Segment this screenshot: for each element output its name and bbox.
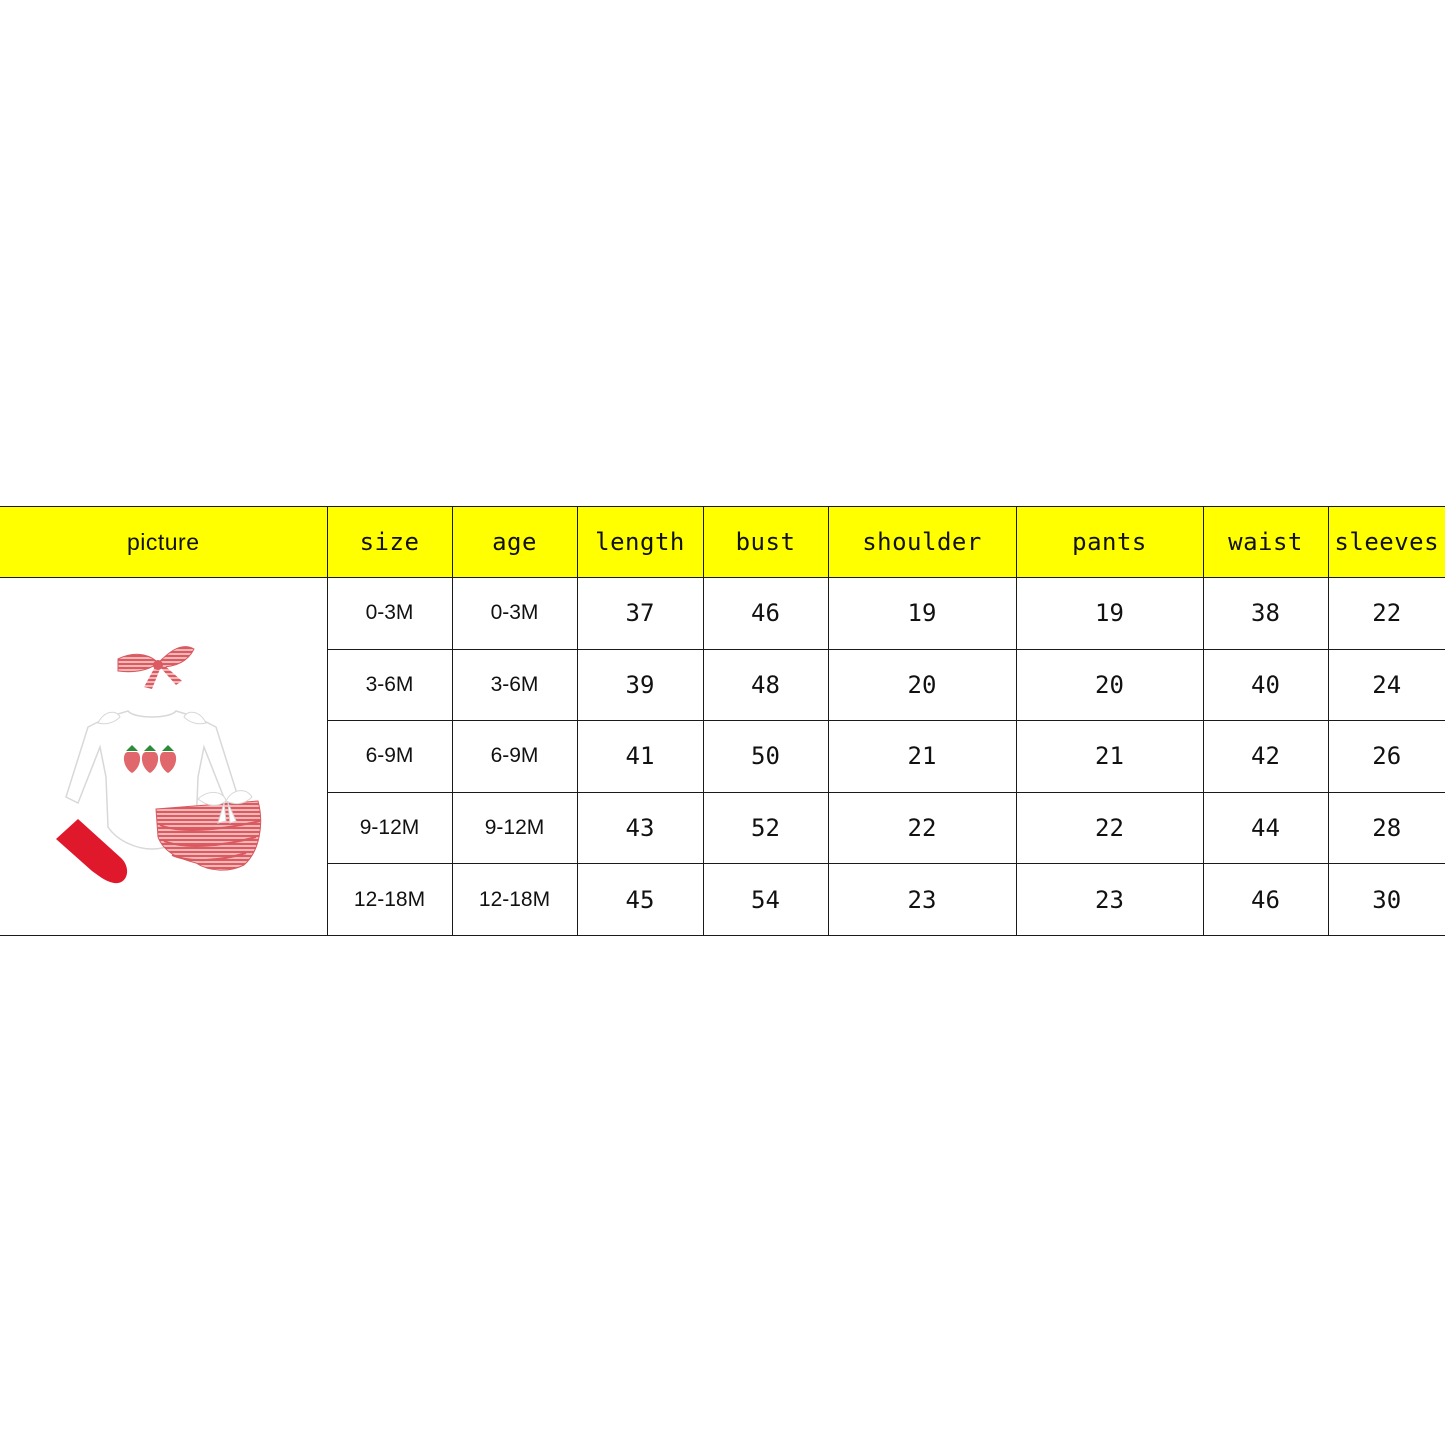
cell-size: 6-9M <box>327 721 452 793</box>
cell-waist: 38 <box>1203 578 1328 650</box>
header-sleeves: sleeves <box>1328 507 1445 578</box>
cell-pants: 22 <box>1016 792 1203 864</box>
cell-pants: 19 <box>1016 578 1203 650</box>
cell-length: 43 <box>577 792 703 864</box>
baby-outfit-set-icon <box>48 627 278 887</box>
cell-bust: 46 <box>703 578 828 650</box>
cell-bust: 50 <box>703 721 828 793</box>
header-size: size <box>327 507 452 578</box>
cell-waist: 46 <box>1203 864 1328 936</box>
cell-sleeves: 30 <box>1328 864 1445 936</box>
cell-sleeves: 28 <box>1328 792 1445 864</box>
cell-length: 39 <box>577 649 703 721</box>
cell-waist: 42 <box>1203 721 1328 793</box>
cell-pants: 21 <box>1016 721 1203 793</box>
header-bust: bust <box>703 507 828 578</box>
cell-pants: 20 <box>1016 649 1203 721</box>
cell-shoulder: 21 <box>828 721 1016 793</box>
cell-sleeves: 22 <box>1328 578 1445 650</box>
cell-waist: 40 <box>1203 649 1328 721</box>
header-shoulder: shoulder <box>828 507 1016 578</box>
cell-age: 12-18M <box>452 864 577 936</box>
cell-age: 3-6M <box>452 649 577 721</box>
cell-length: 37 <box>577 578 703 650</box>
product-picture-cell <box>0 578 327 936</box>
cell-age: 6-9M <box>452 721 577 793</box>
cell-length: 45 <box>577 864 703 936</box>
header-picture: picture <box>0 507 327 578</box>
cell-sleeves: 26 <box>1328 721 1445 793</box>
cell-length: 41 <box>577 721 703 793</box>
headband-bow-icon <box>118 646 194 688</box>
cell-bust: 54 <box>703 864 828 936</box>
header-length: length <box>577 507 703 578</box>
header-row <box>0 507 1445 578</box>
cell-sleeves: 24 <box>1328 649 1445 721</box>
cell-size: 9-12M <box>327 792 452 864</box>
cell-shoulder: 19 <box>828 578 1016 650</box>
cell-age: 9-12M <box>452 792 577 864</box>
header-waist: waist <box>1203 507 1328 578</box>
cell-pants: 23 <box>1016 864 1203 936</box>
cell-size: 3-6M <box>327 649 452 721</box>
cell-bust: 48 <box>703 649 828 721</box>
cell-waist: 44 <box>1203 792 1328 864</box>
cell-shoulder: 23 <box>828 864 1016 936</box>
header-age: age <box>452 507 577 578</box>
table-row <box>0 578 1445 650</box>
cell-bust: 52 <box>703 792 828 864</box>
cell-age: 0-3M <box>452 578 577 650</box>
header-pants: pants <box>1016 507 1203 578</box>
cell-size: 12-18M <box>327 864 452 936</box>
size-chart-table <box>0 506 1445 936</box>
cell-size: 0-3M <box>327 578 452 650</box>
cell-shoulder: 22 <box>828 792 1016 864</box>
cell-shoulder: 20 <box>828 649 1016 721</box>
